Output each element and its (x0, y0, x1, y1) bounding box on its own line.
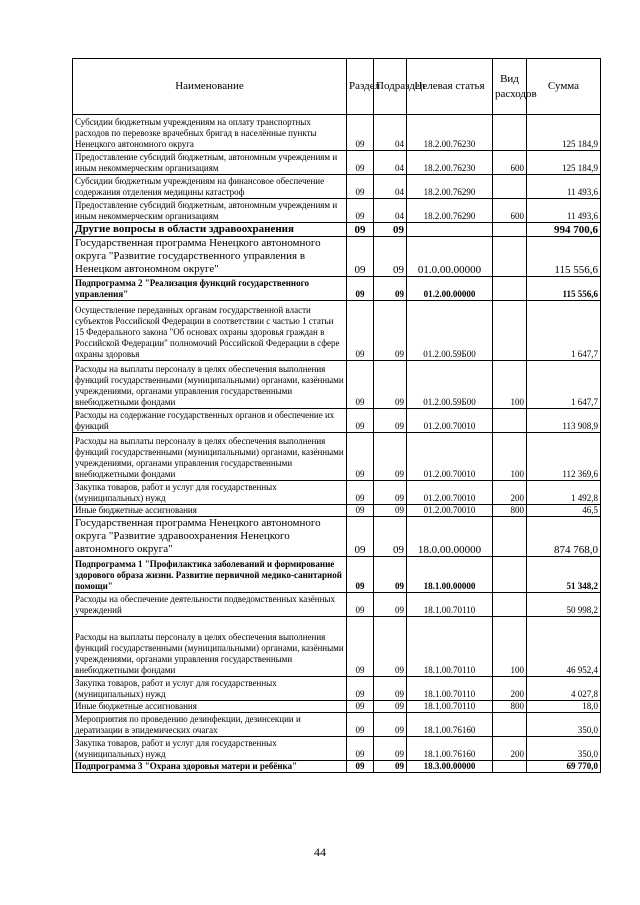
cell-section: 09 (347, 301, 374, 361)
cell-subsection: 09 (374, 277, 407, 301)
cell-subsection: 09 (374, 237, 407, 277)
table-row (73, 593, 601, 617)
table-row (73, 701, 601, 713)
cell-type: 200 (493, 481, 527, 505)
cell-subsection: 04 (374, 199, 407, 223)
cell-type: 100 (493, 361, 527, 409)
table-row (73, 481, 601, 505)
cell-sum: 18,0 (527, 701, 601, 713)
header-sum: Сумма (527, 59, 601, 115)
cell-type (493, 237, 527, 277)
cell-type (493, 115, 527, 151)
cell-name: Расходы на выплаты персоналу в целях обеспечения выполнения функций государственными (муниципальными) органами, казёнными учреждениями, органами управления государственными внебюджетными фондами (73, 433, 347, 481)
cell-section: 09 (347, 361, 374, 409)
cell-target: 18.2.00.76290 (407, 175, 493, 199)
cell-name: Закупка товаров, работ и услуг для государственных (муниципальных) нужд (73, 677, 347, 701)
cell-section: 09 (347, 557, 374, 593)
table-row (73, 151, 601, 175)
cell-type (493, 409, 527, 433)
cell-target (407, 223, 493, 237)
cell-sum: 113 908,9 (527, 409, 601, 433)
cell-sum: 11 493,6 (527, 175, 601, 199)
cell-target: 18.0.00.00000 (407, 517, 493, 557)
table-row (73, 517, 601, 557)
table-row (73, 677, 601, 701)
cell-section: 09 (347, 737, 374, 761)
table-row (73, 223, 601, 237)
cell-section: 09 (347, 151, 374, 175)
cell-target: 18.1.00.76160 (407, 713, 493, 737)
cell-sum: 994 700,6 (527, 223, 601, 237)
cell-name: Субсидии бюджетным учреждениям на финансовое обеспечение содержания отделения медицины катастроф (73, 175, 347, 199)
cell-type (493, 517, 527, 557)
cell-target: 18.2.00.76290 (407, 199, 493, 223)
table-row (73, 409, 601, 433)
cell-type: 600 (493, 151, 527, 175)
cell-target: 18.1.00.00000 (407, 557, 493, 593)
cell-name: Закупка товаров, работ и услуг для государственных (муниципальных) нужд (73, 481, 347, 505)
cell-target: 01.2.00.59Б00 (407, 301, 493, 361)
cell-subsection: 09 (374, 677, 407, 701)
cell-target: 18.2.00.76230 (407, 151, 493, 175)
cell-type: 100 (493, 617, 527, 677)
cell-section: 09 (347, 175, 374, 199)
cell-target: 18.3.00.00000 (407, 761, 493, 773)
cell-subsection: 09 (374, 409, 407, 433)
cell-target: 18.1.00.76160 (407, 737, 493, 761)
cell-target: 01.2.00.59Б00 (407, 361, 493, 409)
table-row (73, 713, 601, 737)
cell-sum: 69 770,0 (527, 761, 601, 773)
cell-subsection: 04 (374, 115, 407, 151)
cell-type: 200 (493, 677, 527, 701)
table-row (73, 175, 601, 199)
cell-section: 09 (347, 237, 374, 277)
cell-subsection: 09 (374, 713, 407, 737)
cell-subsection: 09 (374, 761, 407, 773)
cell-sum: 125 184,9 (527, 151, 601, 175)
cell-name: Иные бюджетные ассигнования (73, 701, 347, 713)
cell-subsection: 09 (374, 481, 407, 505)
cell-sum: 115 556,6 (527, 277, 601, 301)
cell-sum: 350,0 (527, 713, 601, 737)
table-row (73, 505, 601, 517)
cell-target: 01.2.00.70010 (407, 505, 493, 517)
cell-type: 200 (493, 737, 527, 761)
page-number: 44 (314, 845, 326, 859)
cell-section: 09 (347, 517, 374, 557)
cell-name: Расходы на содержание государственных органов и обеспечение их функций (73, 409, 347, 433)
cell-type: 800 (493, 701, 527, 713)
cell-type (493, 761, 527, 773)
cell-sum: 350,0 (527, 737, 601, 761)
table-row (73, 557, 601, 593)
cell-sum: 51 348,2 (527, 557, 601, 593)
cell-name: Расходы на выплаты персоналу в целях обеспечения выполнения функций государственными (муниципальными) органами, казёнными учреждениями, органами управления государственными внебюджетными фондами (73, 361, 347, 409)
header-target: Целевая статья (407, 59, 493, 115)
table-row (73, 277, 601, 301)
cell-target: 18.1.00.70110 (407, 617, 493, 677)
cell-sum: 115 556,6 (527, 237, 601, 277)
cell-subsection: 09 (374, 301, 407, 361)
cell-section: 09 (347, 677, 374, 701)
cell-section: 09 (347, 701, 374, 713)
budget-table (72, 58, 601, 773)
cell-type: 800 (493, 505, 527, 517)
cell-subsection: 09 (374, 701, 407, 713)
cell-section: 09 (347, 199, 374, 223)
header-name: Наименование (73, 59, 347, 115)
cell-section: 09 (347, 277, 374, 301)
cell-sum: 11 493,6 (527, 199, 601, 223)
table-row (73, 617, 601, 677)
cell-subsection: 09 (374, 223, 407, 237)
cell-subsection: 04 (374, 175, 407, 199)
cell-subsection: 09 (374, 593, 407, 617)
cell-subsection: 09 (374, 557, 407, 593)
table-header-row (73, 59, 601, 115)
cell-name: Подпрограмма 3 "Охрана здоровья матери и ребёнка" (73, 761, 347, 773)
cell-sum: 1 647,7 (527, 361, 601, 409)
cell-section: 09 (347, 761, 374, 773)
cell-section: 09 (347, 115, 374, 151)
table-row (73, 237, 601, 277)
cell-section: 09 (347, 433, 374, 481)
cell-name: Другие вопросы в области здравоохранения (73, 223, 347, 237)
cell-target: 18.2.00.76230 (407, 115, 493, 151)
cell-target: 01.2.00.70010 (407, 409, 493, 433)
cell-type: 600 (493, 199, 527, 223)
table-row (73, 433, 601, 481)
cell-section: 09 (347, 223, 374, 237)
cell-name: Мероприятия по проведению дезинфекции, дезинсекции и дератизации в эпидемических очагах (73, 713, 347, 737)
cell-sum: 1 492,8 (527, 481, 601, 505)
cell-target: 18.1.00.70110 (407, 593, 493, 617)
cell-name: Государственная программа Ненецкого автономного округа "Развитие здравоохранения Ненецкого автономного округа" (73, 517, 347, 557)
table-row (73, 761, 601, 773)
cell-name: Расходы на обеспечение деятельности подведомственных казённых учреждений (73, 593, 347, 617)
cell-name: Иные бюджетные ассигнования (73, 505, 347, 517)
table-row (73, 361, 601, 409)
table-row (73, 737, 601, 761)
table-row (73, 115, 601, 151)
cell-sum: 46 952,4 (527, 617, 601, 677)
header-section: Раздел (347, 59, 374, 115)
cell-section: 09 (347, 593, 374, 617)
cell-target: 01.0.00.00000 (407, 237, 493, 277)
table-body (73, 115, 601, 773)
cell-subsection: 04 (374, 151, 407, 175)
header-type: Вид расходов (493, 59, 527, 115)
cell-subsection: 09 (374, 617, 407, 677)
cell-type (493, 301, 527, 361)
cell-type (493, 713, 527, 737)
cell-section: 09 (347, 481, 374, 505)
cell-subsection: 09 (374, 361, 407, 409)
cell-name: Подпрограмма 1 "Профилактика заболеваний и формирование здорового образа жизни. Развитие первичной медико-санитарной помощи" (73, 557, 347, 593)
cell-target: 01.2.00.70010 (407, 433, 493, 481)
cell-subsection: 09 (374, 505, 407, 517)
cell-type (493, 223, 527, 237)
cell-target: 18.1.00.70110 (407, 701, 493, 713)
cell-name: Подпрограмма 2 "Реализация функций государственного управления" (73, 277, 347, 301)
cell-target: 01.2.00.70010 (407, 481, 493, 505)
cell-section: 09 (347, 409, 374, 433)
cell-sum: 4 027,8 (527, 677, 601, 701)
cell-sum: 1 647,7 (527, 301, 601, 361)
cell-name: Государственная программа Ненецкого автономного округа "Развитие государственного управления в Ненецком автономном округе" (73, 237, 347, 277)
cell-name: Расходы на выплаты персоналу в целях обеспечения выполнения функций государственными (муниципальными) органами, казёнными учреждениями, органами управления государственными внебюджетными фондами (73, 617, 347, 677)
cell-section: 09 (347, 505, 374, 517)
cell-type (493, 557, 527, 593)
cell-target: 18.1.00.70110 (407, 677, 493, 701)
cell-name: Предоставление субсидий бюджетным, автономным учреждениям и иным некоммерческим организациям (73, 199, 347, 223)
cell-sum: 874 768,0 (527, 517, 601, 557)
cell-type: 100 (493, 433, 527, 481)
cell-sum: 46,5 (527, 505, 601, 517)
cell-type (493, 277, 527, 301)
cell-name: Закупка товаров, работ и услуг для государственных (муниципальных) нужд (73, 737, 347, 761)
cell-sum: 125 184,9 (527, 115, 601, 151)
cell-name: Субсидии бюджетным учреждениям на оплату транспортных расходов по перевозке врачебных бригад в населённые пункты Ненецкого автономного округа (73, 115, 347, 151)
cell-section: 09 (347, 617, 374, 677)
cell-name: Предоставление субсидий бюджетным, автономным учреждениям и иным некоммерческим организациям (73, 151, 347, 175)
cell-sum: 50 998,2 (527, 593, 601, 617)
cell-subsection: 09 (374, 517, 407, 557)
table-row (73, 301, 601, 361)
cell-sum: 112 369,6 (527, 433, 601, 481)
table-row (73, 199, 601, 223)
cell-subsection: 09 (374, 433, 407, 481)
cell-target: 01.2.00.00000 (407, 277, 493, 301)
header-subsection: Подраздел (374, 59, 407, 115)
cell-name: Осуществление переданных органам государственной власти субъектов Российской Федерации в соответствии с частью 1 статьи 15 Федерального закона "Об основах охраны здоровья граждан в Российской Федерации" полномочий Российской Федерации в сфере охраны здоровья (73, 301, 347, 361)
cell-section: 09 (347, 713, 374, 737)
cell-type (493, 175, 527, 199)
cell-subsection: 09 (374, 737, 407, 761)
cell-type (493, 593, 527, 617)
